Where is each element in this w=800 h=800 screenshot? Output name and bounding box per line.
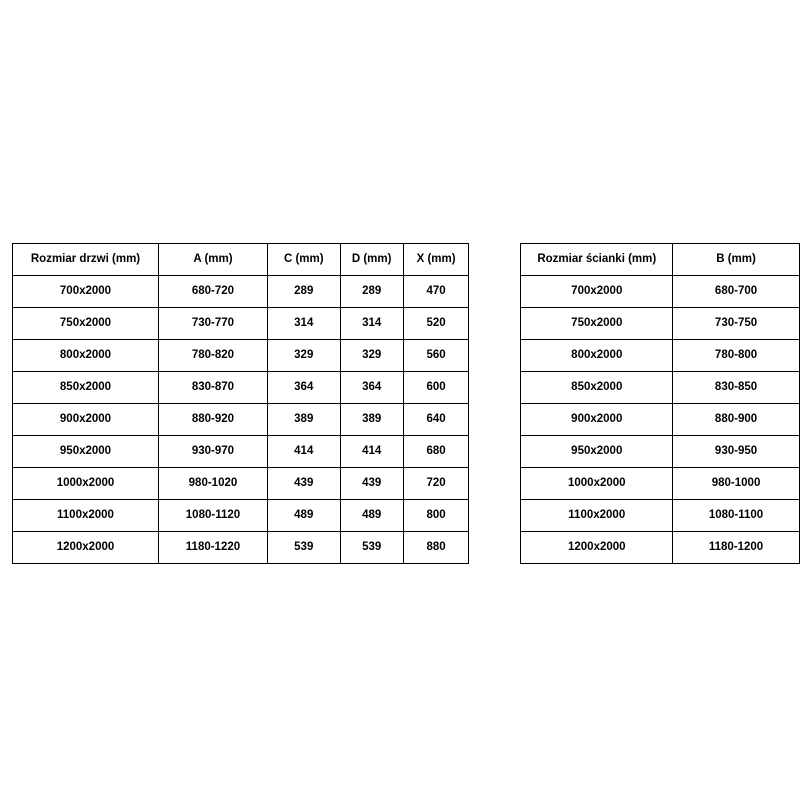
- table-cell: 1100x2000: [13, 500, 159, 532]
- table-cell: 1080-1120: [158, 500, 267, 532]
- table-cell: 750x2000: [13, 308, 159, 340]
- table-cell: 900x2000: [521, 404, 673, 436]
- spec-tables-container: [0, 243, 800, 564]
- table-cell: 850x2000: [13, 372, 159, 404]
- table-cell: 314: [340, 308, 403, 340]
- table-cell: 1180-1220: [158, 532, 267, 564]
- table-cell: 780-820: [158, 340, 267, 372]
- table-cell: 600: [403, 372, 469, 404]
- table-row: [13, 372, 469, 404]
- table-cell: 539: [340, 532, 403, 564]
- table-cell: 800x2000: [13, 340, 159, 372]
- walls-dimensions-table: [520, 243, 800, 564]
- table-cell: 750x2000: [521, 308, 673, 340]
- table-cell: 780-800: [673, 340, 800, 372]
- table-header-row: [521, 244, 800, 276]
- table-row: [13, 436, 469, 468]
- table-row: [13, 340, 469, 372]
- table-cell: 470: [403, 276, 469, 308]
- table-cell: 880-920: [158, 404, 267, 436]
- table-cell: 980-1000: [673, 468, 800, 500]
- table-cell: 980-1020: [158, 468, 267, 500]
- table-cell: 700x2000: [13, 276, 159, 308]
- table-row: [13, 404, 469, 436]
- table-cell: 730-750: [673, 308, 800, 340]
- table-cell: 539: [267, 532, 340, 564]
- table-cell: 800x2000: [521, 340, 673, 372]
- table-cell: 830-850: [673, 372, 800, 404]
- table-cell: 950x2000: [521, 436, 673, 468]
- table-cell: 414: [340, 436, 403, 468]
- table-cell: 850x2000: [521, 372, 673, 404]
- table-row: [521, 500, 800, 532]
- table-row: [521, 372, 800, 404]
- doors-dimensions-table: [12, 243, 469, 564]
- walls-table-block: [520, 243, 800, 564]
- table-cell: 329: [340, 340, 403, 372]
- table-cell: 830-870: [158, 372, 267, 404]
- doors-table-block: [12, 243, 469, 564]
- table-cell: 439: [340, 468, 403, 500]
- table-cell: 364: [340, 372, 403, 404]
- table-cell: 520: [403, 308, 469, 340]
- table-row: [521, 468, 800, 500]
- column-header: Rozmiar ścianki (mm): [521, 244, 673, 276]
- table-cell: 800: [403, 500, 469, 532]
- table-cell: 489: [340, 500, 403, 532]
- table-row: [521, 404, 800, 436]
- table-cell: 439: [267, 468, 340, 500]
- table-cell: 730-770: [158, 308, 267, 340]
- table-row: [521, 436, 800, 468]
- table-cell: 950x2000: [13, 436, 159, 468]
- table-cell: 680-700: [673, 276, 800, 308]
- table-row: [521, 276, 800, 308]
- column-header: B (mm): [673, 244, 800, 276]
- table-row: [521, 532, 800, 564]
- table-cell: 1080-1100: [673, 500, 800, 532]
- table-cell: 680-720: [158, 276, 267, 308]
- table-cell: 700x2000: [521, 276, 673, 308]
- table-cell: 289: [340, 276, 403, 308]
- table-cell: 560: [403, 340, 469, 372]
- table-cell: 930-970: [158, 436, 267, 468]
- table-cell: 1200x2000: [521, 532, 673, 564]
- table-cell: 389: [340, 404, 403, 436]
- table-cell: 489: [267, 500, 340, 532]
- table-cell: 364: [267, 372, 340, 404]
- table-row: [13, 276, 469, 308]
- table-row: [521, 308, 800, 340]
- table-cell: 720: [403, 468, 469, 500]
- table-cell: 1180-1200: [673, 532, 800, 564]
- column-header: D (mm): [340, 244, 403, 276]
- table-cell: 880-900: [673, 404, 800, 436]
- table-cell: 880: [403, 532, 469, 564]
- column-header: A (mm): [158, 244, 267, 276]
- table-cell: 389: [267, 404, 340, 436]
- column-header: X (mm): [403, 244, 469, 276]
- table-cell: 930-950: [673, 436, 800, 468]
- table-row: [521, 340, 800, 372]
- table-row: [13, 532, 469, 564]
- table-row: [13, 468, 469, 500]
- table-row: [13, 308, 469, 340]
- table-cell: 1000x2000: [13, 468, 159, 500]
- table-header-row: [13, 244, 469, 276]
- column-header: Rozmiar drzwi (mm): [13, 244, 159, 276]
- table-cell: 289: [267, 276, 340, 308]
- table-cell: 1200x2000: [13, 532, 159, 564]
- table-row: [13, 500, 469, 532]
- table-cell: 1000x2000: [521, 468, 673, 500]
- table-cell: 329: [267, 340, 340, 372]
- table-cell: 1100x2000: [521, 500, 673, 532]
- column-header: C (mm): [267, 244, 340, 276]
- table-cell: 680: [403, 436, 469, 468]
- table-cell: 314: [267, 308, 340, 340]
- table-cell: 640: [403, 404, 469, 436]
- table-cell: 900x2000: [13, 404, 159, 436]
- table-cell: 414: [267, 436, 340, 468]
